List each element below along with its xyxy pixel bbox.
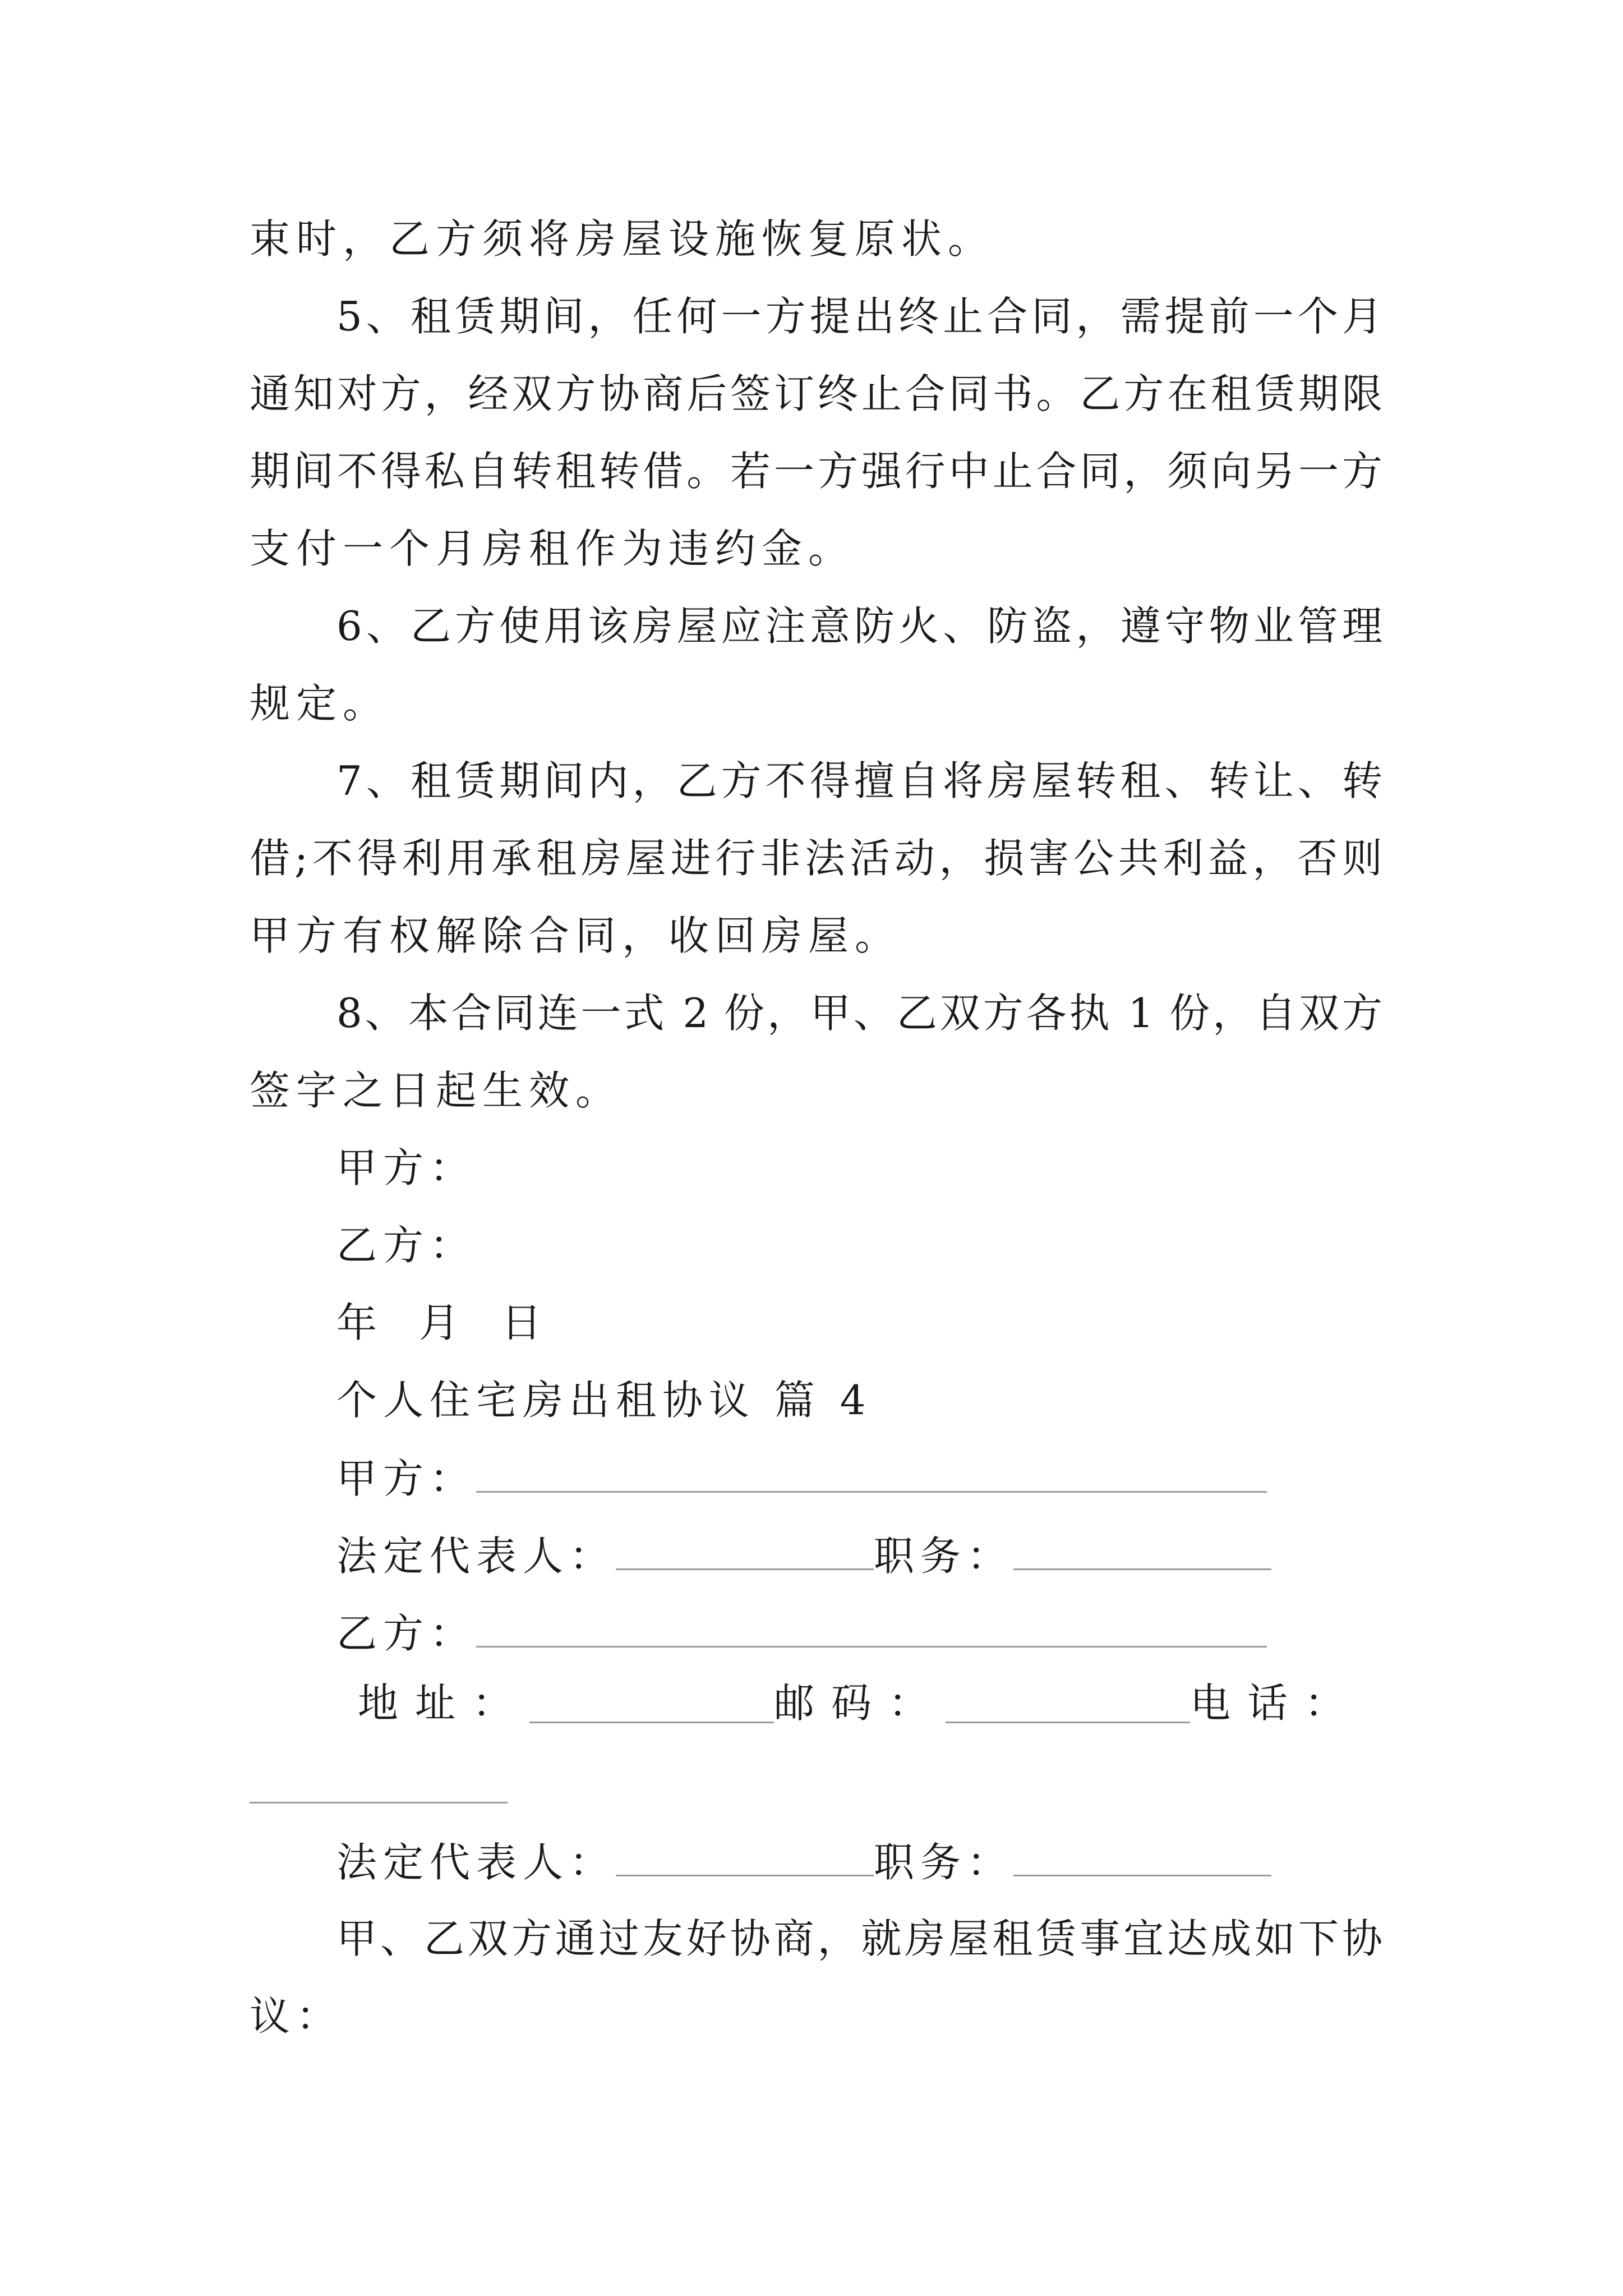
form-postcode-label: 邮码： (773, 1680, 946, 1727)
clause-8-line-1: 8、本合同连一式 2 份，甲、乙双方各执 1 份，自双方 (336, 990, 1382, 1037)
legal-rep-blank[interactable] (616, 1535, 874, 1570)
clause-8-line-2: 签字之日起生效。 (250, 1067, 623, 1114)
signature-party-b: 乙方： (336, 1222, 477, 1269)
closing-line-2: 议： (250, 1993, 343, 2040)
legal-rep-blank-2[interactable] (616, 1841, 874, 1876)
clause-5-line-3: 期间不得私自转租转借。若一方强行中止合同，须向另一方 (250, 448, 1382, 495)
form-phone-label: 电话： (1189, 1680, 1362, 1727)
form-party-b-row (336, 1610, 1267, 1657)
signature-date: 年 月 日 (336, 1299, 548, 1346)
position-blank[interactable] (1013, 1535, 1271, 1570)
party-a-blank[interactable] (476, 1457, 1267, 1493)
form-position-label: 职务： (874, 1533, 1014, 1580)
clause-5-line-4: 支付一个月房租作为违约金。 (250, 525, 855, 572)
clause-6-line-1: 6、乙方使用该房屋应注意防火、防盗，遵守物业管理 (336, 602, 1382, 650)
form-legal-rep-row-2 (336, 1839, 1271, 1886)
form-party-a-row (336, 1455, 1267, 1502)
postcode-blank[interactable] (946, 1688, 1190, 1723)
position-blank-2[interactable] (1013, 1841, 1271, 1876)
form-legal-rep-label: 法定代表人： (336, 1533, 616, 1580)
signature-party-a: 甲方： (336, 1144, 477, 1191)
form-contact-row (358, 1680, 1362, 1727)
form-party-b-label: 乙方： (336, 1610, 477, 1657)
form-legal-rep-label-2: 法定代表人： (336, 1839, 616, 1886)
address-blank[interactable] (529, 1688, 774, 1723)
clause-6-line-2: 规定。 (250, 680, 390, 727)
clause-4-tail: 束时，乙方须将房屋设施恢复原状。 (250, 215, 995, 263)
clause-7-line-1: 7、租赁期间内，乙方不得擅自将房屋转租、转让、转 (336, 757, 1382, 804)
party-b-blank[interactable] (476, 1612, 1267, 1648)
clause-7-line-2: 借;不得利用承租房屋进行非法活动，损害公共利益，否则 (250, 835, 1382, 882)
form-party-a-label: 甲方： (336, 1455, 477, 1502)
closing-line-1: 甲、乙双方通过友好协商，就房屋租赁事宜达成如下协 (336, 1915, 1382, 1962)
phone-blank[interactable] (250, 1802, 508, 1803)
clause-5-line-1: 5、租赁期间，任何一方提出终止合同，需提前一个月 (336, 293, 1382, 340)
form-address-label: 地址： (358, 1680, 530, 1727)
clause-7-line-3: 甲方有权解除合同，收回房屋。 (250, 912, 902, 959)
section-title: 个人住宅房出租协议 篇 4 (336, 1377, 872, 1424)
form-legal-rep-row (336, 1533, 1271, 1580)
clause-5-line-2: 通知对方，经双方协商后签订终止合同书。乙方在租赁期限 (250, 370, 1382, 417)
form-position-label-2: 职务： (874, 1839, 1014, 1886)
